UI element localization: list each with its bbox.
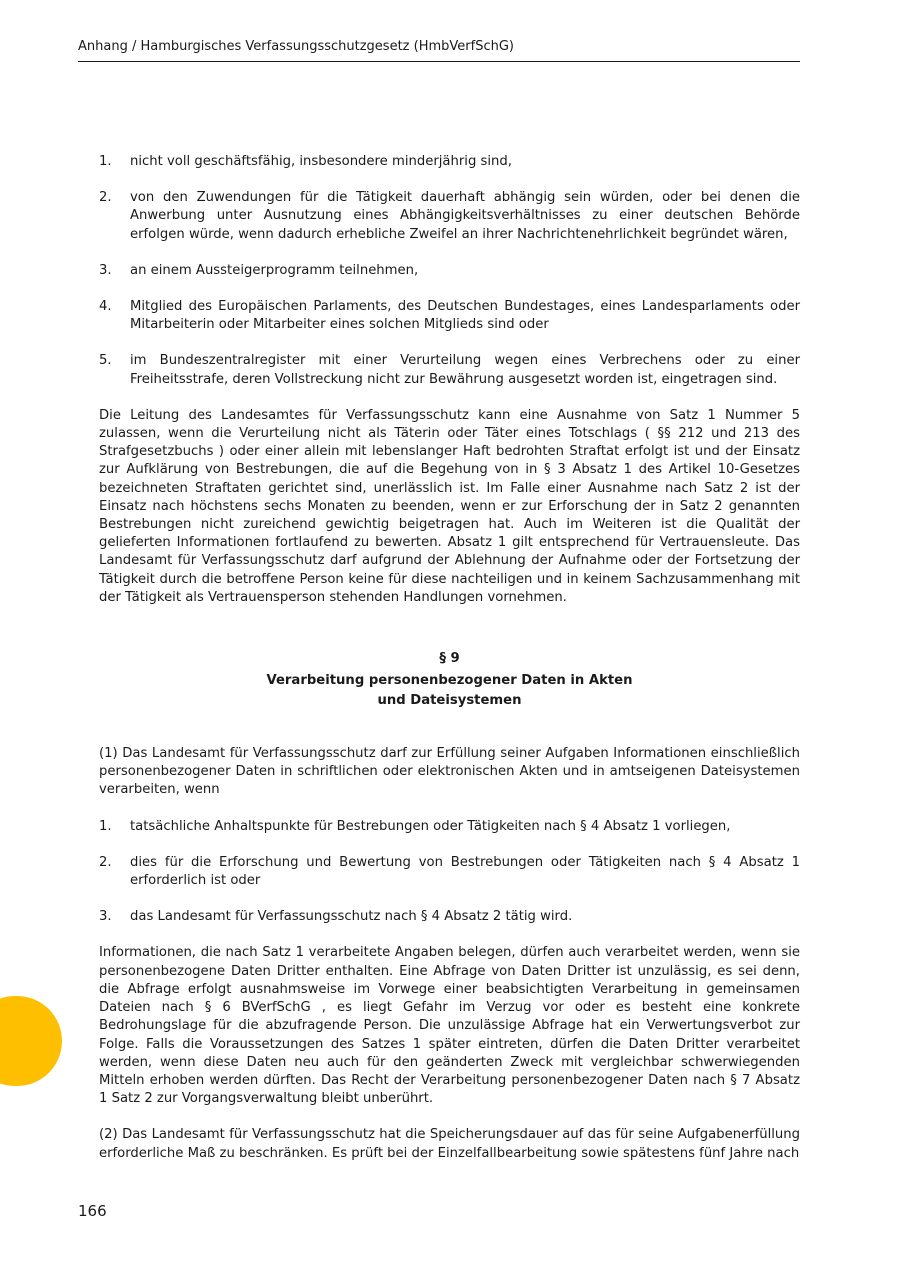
list-item: 1. tatsächliche Anhaltspunkte für Bestrebungen oder Tätigkeiten nach § 4 Absatz 1 vorliegen, xyxy=(99,818,731,834)
list-item: 4. Mitglied des Europäischen Parlaments, des Deutschen Bundestages, eines Landesparlaments oder Mitarbeiterin oder Mitarbeiter eines solchen Mitglieds sind oder xyxy=(99,299,800,333)
page-body xyxy=(99,153,800,1181)
page-number: 166 xyxy=(78,1202,107,1220)
exclusion-list xyxy=(99,153,800,389)
list-item: 3. das Landesamt für Verfassungsschutz nach § 4 Absatz 2 tätig wird. xyxy=(99,909,573,925)
condition-list xyxy=(99,818,800,927)
list-item: 1. nicht voll geschäftsfähig, insbesondere minderjährig sind, xyxy=(99,154,512,169)
running-header: Anhang / Hamburgisches Verfassungsschutzgesetz (HmbVerfSchG) xyxy=(78,38,800,62)
chapter-tab-marker xyxy=(0,996,62,1086)
paragraph-subsection-2: (2) Das Landesamt für Verfassungsschutz hat die Speicherungsdauer auf das für seine Aufgabenerfüllung erforderliche Maß zu beschränken. Es prüft bei der Einzelfallbearbeitung sowie spätestens fünf Jahre nach xyxy=(99,1127,800,1161)
paragraph-subsection-1: (1) Das Landesamt für Verfassungsschutz darf zur Erfüllung seiner Aufgaben Informationen einschließlich personenbezogener Daten in schriftlichen oder elektronischen Akten und in amtseigenen Dateisystemen verarbeiten, wenn xyxy=(99,746,800,798)
section-symbol: § 9 xyxy=(439,651,460,667)
section-heading xyxy=(99,649,800,711)
section-title-line2: und Dateisystemen xyxy=(377,693,522,709)
paragraph-third-party-data: Informationen, die nach Satz 1 verarbeitete Angaben belegen, dürfen auch verarbeitet werden, wenn sie personenbezogene Daten Dritter enthalten. Eine Abfrage von Daten Dritter ist unzulässig, es sei denn, die Abfrage erfolgt ausnahmsweise im Vorwege einer beabsichtigten Verarbeitung in gemeinsamen Dateien nach § 6 BVerfSchG , es liegt Gefahr im Verzug vor oder es besteht eine konkrete Bedrohungslage für die abzufragende Person. Die unzulässige Abfrage hat ein Verwertungsverbot zur Folge. Falls die Voraussetzungen des Satzes 1 später eintreten, dürfen die Daten Dritter verarbeitet werden, wenn diese Daten neu auch für den geänderten Zweck mit vergleichbar schwerwiegenden Mitteln erhoben werden dürften. Das Recht der Verarbeitung personenbezogener Daten nach § 7 Absatz 1 Satz 2 zur Vorgangsverwaltung bleibt unberührt. xyxy=(99,945,800,1107)
section-title-line1: Verarbeitung personenbezogener Daten in Akten xyxy=(266,673,633,689)
list-item: 5. im Bundeszentralregister mit einer Verurteilung wegen eines Verbrechens oder zu einer Freiheitsstrafe, deren Vollstreckung nicht zur Bewährung ausgesetzt worden ist, eingetragen sind. xyxy=(99,353,800,387)
list-item: 3. an einem Aussteigerprogramm teilnehmen, xyxy=(99,262,419,278)
list-item: 2. dies für die Erforschung und Bewertung von Bestrebungen oder Tätigkeiten nach § 4 Absatz 1 erforderlich ist oder xyxy=(99,854,800,889)
paragraph-exception: Die Leitung des Landesamtes für Verfassungsschutz kann eine Ausnahme von Satz 1 Nummer 5 zulassen, wenn die Verurteilung nicht als Täterin oder Täter eines Totschlags ( §§ 212 und 213 des Strafgesetzbuchs ) oder einer allein mit lebenslanger Haft bedrohten Straftat erfolgt ist und der Einsatz zur Aufklärung von Bestrebungen, die auf die Begehung von in § 3 Absatz 1 des Artikel 10-Gesetzes bezeichneten Straftaten gerichtet sind, unerlässlich ist. Im Falle einer Ausnahme nach Satz 2 ist der Einsatz nach höchstens sechs Monaten zu beenden, wenn er zur Erforschung der in Satz 2 genannten Bestrebungen nicht zureichend gewichtig beigetragen hat. Auch im Weiteren ist die Qualität der gelieferten Informationen fortlaufend zu bewerten. Absatz 1 gilt entsprechend für Vertrauensleute. Das Landesamt für Verfassungsschutz darf aufgrund der Ablehnung der Aufnahme oder der Fortsetzung der Tätigkeit durch die betroffene Person keine für diese nachteiligen und in keinem Sachzusammenhang mit der Tätigkeit als Vertrauensperson stehenden Handlungen vornehmen. xyxy=(99,407,800,605)
list-item: 2. von den Zuwendungen für die Tätigkeit dauerhaft abhängig sein würden, oder bei denen die Anwerbung unter Ausnutzung eines Abhängigkeitsverhältnisses zu einer deutschen Behörde erfolgen würde, wenn dadurch erhebliche Zweifel an ihrer Nachrichtenehrlichkeit begründet wären, xyxy=(99,190,800,242)
